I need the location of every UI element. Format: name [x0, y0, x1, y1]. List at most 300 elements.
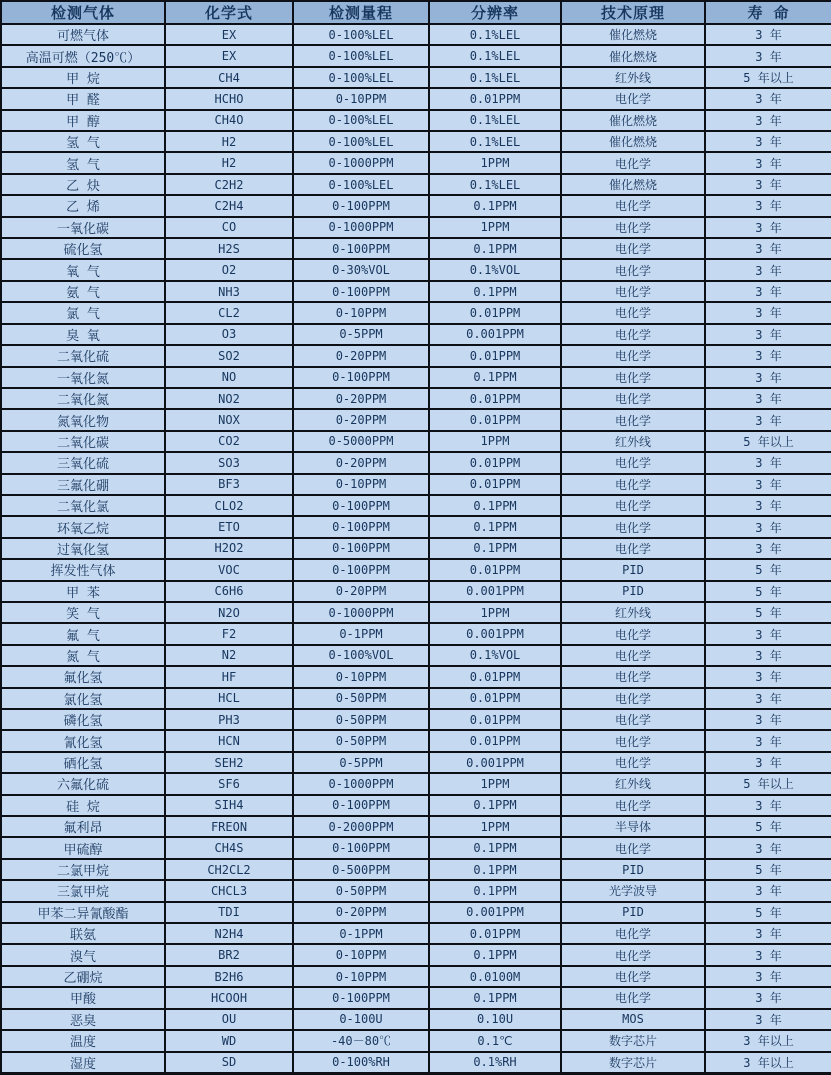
table-row: [1, 902, 831, 923]
table-cell: 0.1PPM: [429, 516, 561, 537]
table-cell: 0-20PPM: [293, 581, 429, 602]
table-row: [1, 538, 831, 559]
table-cell: 催化燃烧: [561, 131, 705, 152]
table-cell: 3 年: [705, 966, 831, 987]
table-cell: 0-20PPM: [293, 902, 429, 923]
table-cell: 5 年以上: [705, 431, 831, 452]
table-cell: 0-100%RH: [293, 1052, 429, 1074]
table-cell: 氟化氢: [1, 666, 165, 687]
table-cell: CH4: [165, 67, 293, 88]
table-row: [1, 645, 831, 666]
table-cell: 催化燃烧: [561, 110, 705, 131]
table-cell: 3 年: [705, 281, 831, 302]
table-cell: 甲 苯: [1, 581, 165, 602]
column-header: 化学式: [165, 1, 293, 24]
table-cell: 电化学: [561, 324, 705, 345]
table-cell: 0-100PPM: [293, 195, 429, 216]
table-cell: 电化学: [561, 217, 705, 238]
table-cell: 催化燃烧: [561, 45, 705, 66]
table-cell: 甲酸: [1, 987, 165, 1008]
table-row: [1, 302, 831, 323]
table-cell: 0.1PPM: [429, 538, 561, 559]
table-row: [1, 238, 831, 259]
table-cell: BF3: [165, 474, 293, 495]
table-cell: 氮 气: [1, 645, 165, 666]
table-cell: 电化学: [561, 688, 705, 709]
table-cell: 过氧化氢: [1, 538, 165, 559]
table-cell: NO: [165, 367, 293, 388]
table-cell: SO2: [165, 345, 293, 366]
table-cell: N2: [165, 645, 293, 666]
table-cell: 二氧化碳: [1, 431, 165, 452]
table-cell: 0.001PPM: [429, 324, 561, 345]
table-cell: 5 年: [705, 602, 831, 623]
table-cell: 0.1%LEL: [429, 45, 561, 66]
table-row: [1, 45, 831, 66]
table-row: [1, 623, 831, 644]
table-cell: 半导体: [561, 816, 705, 837]
table-cell: 湿度: [1, 1052, 165, 1074]
table-cell: 氟 气: [1, 623, 165, 644]
table-cell: 数字芯片: [561, 1052, 705, 1074]
table-cell: 0-30%VOL: [293, 259, 429, 280]
table-cell: 电化学: [561, 666, 705, 687]
table-cell: 5 年: [705, 816, 831, 837]
table-cell: 磷化氢: [1, 709, 165, 730]
table-cell: 氟利昂: [1, 816, 165, 837]
table-cell: N2H4: [165, 923, 293, 944]
table-cell: 3 年: [705, 259, 831, 280]
table-cell: 0.01PPM: [429, 88, 561, 109]
table-cell: 0.0100M: [429, 966, 561, 987]
table-cell: 3 年: [705, 837, 831, 858]
table-row: [1, 795, 831, 816]
table-cell: 3 年: [705, 409, 831, 430]
table-cell: EX: [165, 45, 293, 66]
table-row: [1, 581, 831, 602]
table-cell: 0.1%VOL: [429, 645, 561, 666]
table-cell: 3 年以上: [705, 1030, 831, 1051]
table-cell: 0-500PPM: [293, 859, 429, 880]
table-cell: 3 年: [705, 944, 831, 965]
table-cell: PID: [561, 559, 705, 580]
table-cell: 甲苯二异氰酸酯: [1, 902, 165, 923]
table-cell: 0.001PPM: [429, 752, 561, 773]
table-cell: 电化学: [561, 923, 705, 944]
table-cell: HCN: [165, 730, 293, 751]
table-cell: 乙硼烷: [1, 966, 165, 987]
table-cell: 0-50PPM: [293, 688, 429, 709]
table-cell: 0-100%LEL: [293, 24, 429, 45]
table-row: [1, 816, 831, 837]
table-cell: 5 年: [705, 902, 831, 923]
table-cell: 0.1PPM: [429, 195, 561, 216]
table-cell: 5 年: [705, 559, 831, 580]
table-row: [1, 367, 831, 388]
table-cell: 氯 气: [1, 302, 165, 323]
table-cell: 1PPM: [429, 816, 561, 837]
table-row: [1, 516, 831, 537]
table-header: [1, 1, 831, 24]
table-cell: PH3: [165, 709, 293, 730]
table-cell: 0.1PPM: [429, 859, 561, 880]
table-cell: 0.01PPM: [429, 302, 561, 323]
table-row: [1, 110, 831, 131]
table-cell: 六氟化硫: [1, 773, 165, 794]
table-cell: 挥发性气体: [1, 559, 165, 580]
table-cell: 电化学: [561, 837, 705, 858]
table-cell: H2S: [165, 238, 293, 259]
table-cell: 环氧乙烷: [1, 516, 165, 537]
table-row: [1, 1009, 831, 1030]
table-cell: 3 年: [705, 516, 831, 537]
table-cell: SD: [165, 1052, 293, 1074]
table-row: [1, 966, 831, 987]
table-cell: CLO2: [165, 495, 293, 516]
table-cell: 3 年: [705, 474, 831, 495]
table-cell: 0-10PPM: [293, 666, 429, 687]
table-cell: 电化学: [561, 987, 705, 1008]
table-cell: 二氯甲烷: [1, 859, 165, 880]
table-cell: 一氧化氮: [1, 367, 165, 388]
table-cell: H2O2: [165, 538, 293, 559]
table-cell: 一氧化碳: [1, 217, 165, 238]
table-cell: HCOOH: [165, 987, 293, 1008]
table-cell: 0-1000PPM: [293, 217, 429, 238]
table-cell: 氮氧化物: [1, 409, 165, 430]
table-cell: 0.10U: [429, 1009, 561, 1030]
table-cell: 3 年: [705, 131, 831, 152]
table-cell: 溴气: [1, 944, 165, 965]
table-cell: 氨 气: [1, 281, 165, 302]
table-cell: 0.1PPM: [429, 987, 561, 1008]
table-cell: 电化学: [561, 88, 705, 109]
table-cell: 联氨: [1, 923, 165, 944]
table-cell: 0.01PPM: [429, 730, 561, 751]
table-cell: H2: [165, 131, 293, 152]
table-cell: 二氧化氮: [1, 388, 165, 409]
table-cell: 0.1℃: [429, 1030, 561, 1051]
table-cell: 0-5PPM: [293, 752, 429, 773]
table-cell: O3: [165, 324, 293, 345]
table-cell: 3 年: [705, 88, 831, 109]
table-cell: 恶臭: [1, 1009, 165, 1030]
table-cell: HCHO: [165, 88, 293, 109]
table-cell: 3 年: [705, 388, 831, 409]
table-cell: 红外线: [561, 773, 705, 794]
table-cell: VOC: [165, 559, 293, 580]
table-cell: 0-100%LEL: [293, 67, 429, 88]
table-cell: 0-100PPM: [293, 281, 429, 302]
table-cell: 电化学: [561, 409, 705, 430]
table-row: [1, 345, 831, 366]
table-cell: BR2: [165, 944, 293, 965]
table-cell: B2H6: [165, 966, 293, 987]
table-cell: 0-100PPM: [293, 987, 429, 1008]
table-cell: 电化学: [561, 645, 705, 666]
table-cell: 0.001PPM: [429, 581, 561, 602]
table-cell: 0.01PPM: [429, 666, 561, 687]
column-header: 分辨率: [429, 1, 561, 24]
table-cell: -40－80℃: [293, 1030, 429, 1051]
table-body: [1, 24, 831, 1074]
table-cell: 0-100U: [293, 1009, 429, 1030]
table-cell: 3 年: [705, 495, 831, 516]
table-cell: 数字芯片: [561, 1030, 705, 1051]
table-cell: CL2: [165, 302, 293, 323]
table-cell: 氧 气: [1, 259, 165, 280]
table-cell: O2: [165, 259, 293, 280]
table-row: [1, 217, 831, 238]
table-cell: 0-50PPM: [293, 730, 429, 751]
table-row: [1, 880, 831, 901]
table-cell: 3 年: [705, 752, 831, 773]
table-cell: 3 年: [705, 709, 831, 730]
table-cell: 0-2000PPM: [293, 816, 429, 837]
table-cell: 0-1PPM: [293, 623, 429, 644]
table-cell: SF6: [165, 773, 293, 794]
table-cell: 电化学: [561, 302, 705, 323]
table-row: [1, 688, 831, 709]
table-cell: 0.1%LEL: [429, 67, 561, 88]
table-row: [1, 324, 831, 345]
table-row: [1, 131, 831, 152]
table-cell: 1PPM: [429, 431, 561, 452]
table-cell: 0.1%LEL: [429, 24, 561, 45]
table-row: [1, 1030, 831, 1051]
table-cell: 0-20PPM: [293, 409, 429, 430]
table-row: [1, 730, 831, 751]
table-cell: 光学波导: [561, 880, 705, 901]
table-cell: 0.001PPM: [429, 623, 561, 644]
table-cell: 3 年: [705, 452, 831, 473]
table-cell: 3 年: [705, 345, 831, 366]
table-cell: C2H2: [165, 174, 293, 195]
table-cell: N2O: [165, 602, 293, 623]
table-cell: CH2CL2: [165, 859, 293, 880]
table-cell: 5 年以上: [705, 773, 831, 794]
table-cell: 5 年: [705, 581, 831, 602]
table-cell: 0-5000PPM: [293, 431, 429, 452]
table-cell: 3 年: [705, 217, 831, 238]
table-cell: 0.1%LEL: [429, 131, 561, 152]
table-row: [1, 666, 831, 687]
table-row: [1, 987, 831, 1008]
column-header: 检测量程: [293, 1, 429, 24]
table-cell: 5 年: [705, 859, 831, 880]
table-row: [1, 1052, 831, 1074]
table-cell: 3 年: [705, 623, 831, 644]
table-cell: 硅 烷: [1, 795, 165, 816]
table-cell: 0-100PPM: [293, 516, 429, 537]
table-row: [1, 752, 831, 773]
table-cell: 1PPM: [429, 773, 561, 794]
table-cell: 电化学: [561, 259, 705, 280]
table-cell: C2H4: [165, 195, 293, 216]
table-cell: F2: [165, 623, 293, 644]
table-cell: 0.01PPM: [429, 452, 561, 473]
table-cell: 0-100PPM: [293, 238, 429, 259]
table-cell: 0-50PPM: [293, 709, 429, 730]
table-cell: 笑 气: [1, 602, 165, 623]
table-cell: 0-100PPM: [293, 559, 429, 580]
table-row: [1, 923, 831, 944]
table-row: [1, 24, 831, 45]
table-cell: 0-10PPM: [293, 88, 429, 109]
column-header: 技术原理: [561, 1, 705, 24]
table-cell: 3 年: [705, 238, 831, 259]
table-cell: 甲 醛: [1, 88, 165, 109]
table-cell: 三氧化硫: [1, 452, 165, 473]
table-cell: 3 年: [705, 174, 831, 195]
table-cell: 电化学: [561, 345, 705, 366]
table-cell: 3 年: [705, 324, 831, 345]
table-cell: 催化燃烧: [561, 174, 705, 195]
table-cell: 0-100%LEL: [293, 174, 429, 195]
table-cell: 电化学: [561, 709, 705, 730]
table-cell: 三氯甲烷: [1, 880, 165, 901]
table-cell: 二氧化氯: [1, 495, 165, 516]
table-cell: PID: [561, 581, 705, 602]
table-cell: 臭 氧: [1, 324, 165, 345]
table-cell: 0.1PPM: [429, 367, 561, 388]
table-row: [1, 388, 831, 409]
table-cell: 0.1PPM: [429, 795, 561, 816]
table-cell: 0-1PPM: [293, 923, 429, 944]
table-cell: 0.01PPM: [429, 923, 561, 944]
table-cell: PID: [561, 859, 705, 880]
table-row: [1, 452, 831, 473]
table-cell: 乙 烯: [1, 195, 165, 216]
table-cell: NO2: [165, 388, 293, 409]
table-cell: 0-100PPM: [293, 538, 429, 559]
table-row: [1, 709, 831, 730]
table-cell: 高温可燃（250℃）: [1, 45, 165, 66]
table-cell: CO: [165, 217, 293, 238]
table-cell: 3 年: [705, 152, 831, 173]
table-cell: SO3: [165, 452, 293, 473]
table-cell: 0.1PPM: [429, 880, 561, 901]
table-cell: 0.001PPM: [429, 902, 561, 923]
table-row: [1, 409, 831, 430]
table-cell: 3 年: [705, 367, 831, 388]
table-cell: C6H6: [165, 581, 293, 602]
table-cell: HCL: [165, 688, 293, 709]
table-cell: 二氧化硫: [1, 345, 165, 366]
table-cell: 电化学: [561, 966, 705, 987]
table-row: [1, 152, 831, 173]
table-cell: 3 年: [705, 24, 831, 45]
table-row: [1, 837, 831, 858]
table-cell: 3 年: [705, 730, 831, 751]
table-cell: CH4O: [165, 110, 293, 131]
table-cell: 0-100%LEL: [293, 110, 429, 131]
table-cell: 红外线: [561, 67, 705, 88]
table-row: [1, 602, 831, 623]
table-cell: 氢 气: [1, 131, 165, 152]
table-cell: WD: [165, 1030, 293, 1051]
table-cell: 3 年: [705, 538, 831, 559]
table-cell: 硒化氢: [1, 752, 165, 773]
table-cell: MOS: [561, 1009, 705, 1030]
table-cell: 0-1000PPM: [293, 152, 429, 173]
table-cell: 电化学: [561, 367, 705, 388]
table-cell: 催化燃烧: [561, 24, 705, 45]
table-cell: 0.01PPM: [429, 345, 561, 366]
table-cell: 0.1PPM: [429, 238, 561, 259]
table-row: [1, 174, 831, 195]
table-cell: 氯化氢: [1, 688, 165, 709]
table-row: [1, 67, 831, 88]
table-cell: 甲 烷: [1, 67, 165, 88]
table-cell: 电化学: [561, 195, 705, 216]
table-cell: 1PPM: [429, 602, 561, 623]
table-cell: 0-100PPM: [293, 837, 429, 858]
table-cell: 电化学: [561, 538, 705, 559]
table-cell: 电化学: [561, 495, 705, 516]
column-header: 寿 命: [705, 1, 831, 24]
table-cell: 0-20PPM: [293, 452, 429, 473]
table-cell: 0-10PPM: [293, 474, 429, 495]
table-cell: 0-10PPM: [293, 944, 429, 965]
table-cell: 电化学: [561, 238, 705, 259]
table-row: [1, 495, 831, 516]
table-cell: 甲 醇: [1, 110, 165, 131]
table-cell: 3 年: [705, 195, 831, 216]
table-cell: 3 年: [705, 1009, 831, 1030]
table-cell: 0.01PPM: [429, 688, 561, 709]
table-row: [1, 474, 831, 495]
table-cell: TDI: [165, 902, 293, 923]
column-header: 检测气体: [1, 1, 165, 24]
table-cell: 0.1%VOL: [429, 259, 561, 280]
table-row: [1, 773, 831, 794]
table-cell: 0-100PPM: [293, 367, 429, 388]
table-cell: 电化学: [561, 623, 705, 644]
table-cell: 0-100PPM: [293, 495, 429, 516]
table-cell: 3 年: [705, 795, 831, 816]
table-cell: 甲硫醇: [1, 837, 165, 858]
table-cell: PID: [561, 902, 705, 923]
table-cell: 红外线: [561, 602, 705, 623]
table-cell: 电化学: [561, 944, 705, 965]
table-cell: 0.01PPM: [429, 388, 561, 409]
table-cell: 0-10PPM: [293, 302, 429, 323]
table-row: [1, 281, 831, 302]
table-cell: 乙 炔: [1, 174, 165, 195]
table-cell: 0-100PPM: [293, 795, 429, 816]
table-cell: 电化学: [561, 516, 705, 537]
table-cell: 3 年: [705, 880, 831, 901]
table-cell: 0-20PPM: [293, 345, 429, 366]
table-cell: 电化学: [561, 752, 705, 773]
table-cell: NH3: [165, 281, 293, 302]
table-cell: 0-20PPM: [293, 388, 429, 409]
table-row: [1, 259, 831, 280]
table-row: [1, 195, 831, 216]
table-cell: 0.01PPM: [429, 709, 561, 730]
table-cell: CO2: [165, 431, 293, 452]
table-cell: 0-10PPM: [293, 966, 429, 987]
table-cell: 3 年: [705, 666, 831, 687]
header-row: [1, 1, 831, 24]
table-cell: CHCL3: [165, 880, 293, 901]
table-cell: SEH2: [165, 752, 293, 773]
table-cell: ETO: [165, 516, 293, 537]
table-cell: H2: [165, 152, 293, 173]
table-cell: FREON: [165, 816, 293, 837]
table-cell: CH4S: [165, 837, 293, 858]
